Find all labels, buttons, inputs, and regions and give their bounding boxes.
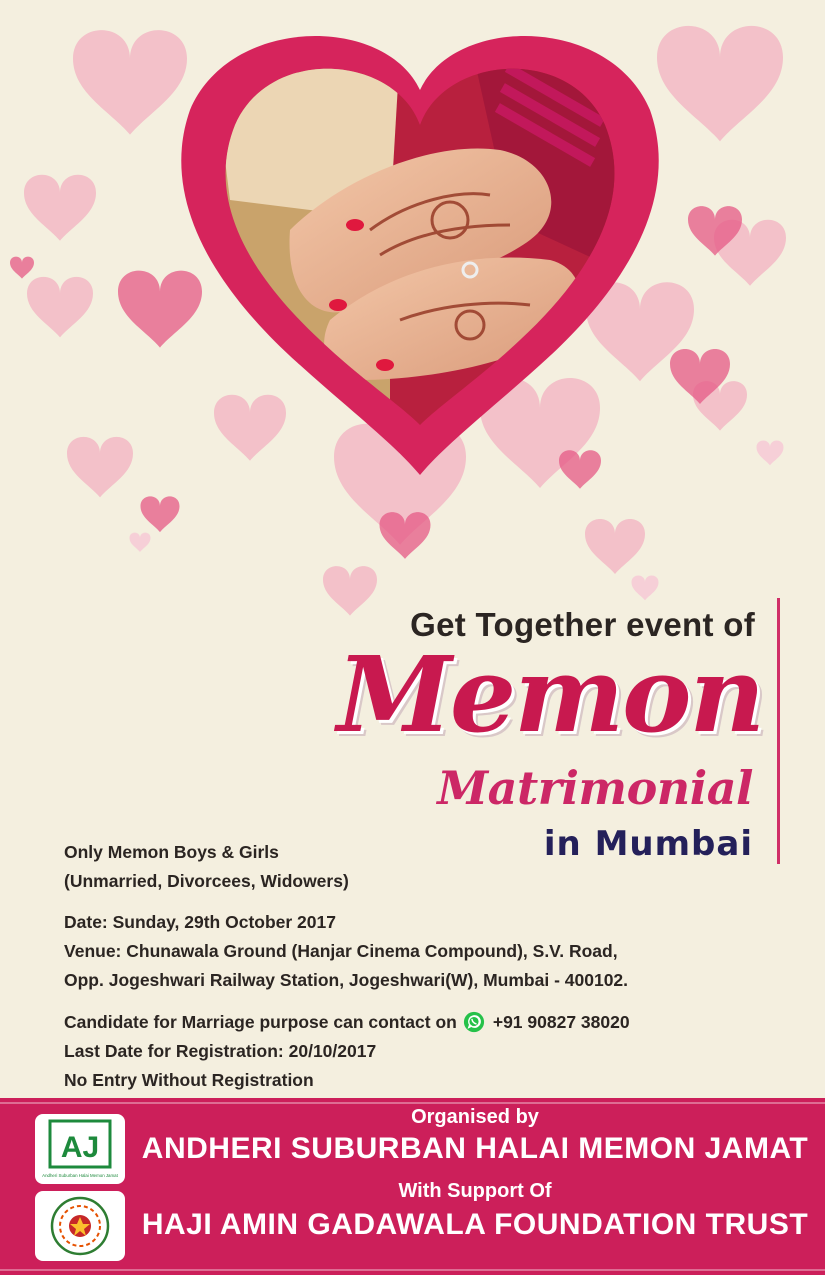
- accent-divider: [777, 598, 780, 864]
- contact-prefix: Candidate for Marriage purpose can contact on: [64, 1012, 457, 1032]
- organiser-logo-mark: [35, 1114, 125, 1184]
- title-city: in Mumbai: [543, 824, 753, 864]
- title-memon: Memon: [336, 633, 764, 756]
- contact-line: [64, 1008, 630, 1037]
- eligibility-block: [64, 838, 349, 896]
- support-label: With Support Of: [398, 1180, 552, 1202]
- eligibility-line: Only Memon Boys & Girls: [64, 842, 279, 862]
- footer-banner: [0, 1098, 825, 1275]
- organiser-logo-caption: Andheri Suburban Halai Memon Jamat: [42, 1173, 118, 1178]
- registration-last-date: Last Date for Registration: 20/10/2017: [64, 1041, 377, 1061]
- headline: Get Together event of: [410, 606, 755, 643]
- organiser-logo: [35, 1114, 125, 1184]
- event-details: [64, 908, 628, 995]
- whatsapp-icon: [463, 1011, 485, 1033]
- organised-by-label: Organised by: [411, 1106, 539, 1128]
- event-venue-line: Venue: Chunawala Ground (Hanjar Cinema Compound), S.V. Road,: [64, 941, 618, 961]
- footer-divider: [0, 1102, 825, 1104]
- eligibility-line: (Unmarried, Divorcees, Widowers): [64, 871, 349, 891]
- foundation-seal-icon: [35, 1191, 125, 1261]
- supporter-name: HAJI AMIN GADAWALA FOUNDATION TRUST: [141, 1208, 809, 1241]
- organiser-name: ANDHERI SUBURBAN HALAI MEMON JAMAT: [141, 1132, 809, 1165]
- hands-with-mehndi-photo: [170, 20, 670, 490]
- contact-block: [64, 1008, 630, 1095]
- footer-divider: [0, 1269, 825, 1271]
- event-venue-line: Opp. Jogeshwari Railway Station, Jogeshwari(W), Mumbai - 400102.: [64, 970, 629, 990]
- event-date: Date: Sunday, 29th October 2017: [64, 912, 336, 932]
- entry-notice: No Entry Without Registration: [64, 1070, 314, 1090]
- contact-phone: +91 90827 38020: [492, 1012, 630, 1032]
- title-matrimonial: Matrimonial: [437, 761, 753, 815]
- organiser-logo-letters: AJ: [60, 1131, 100, 1164]
